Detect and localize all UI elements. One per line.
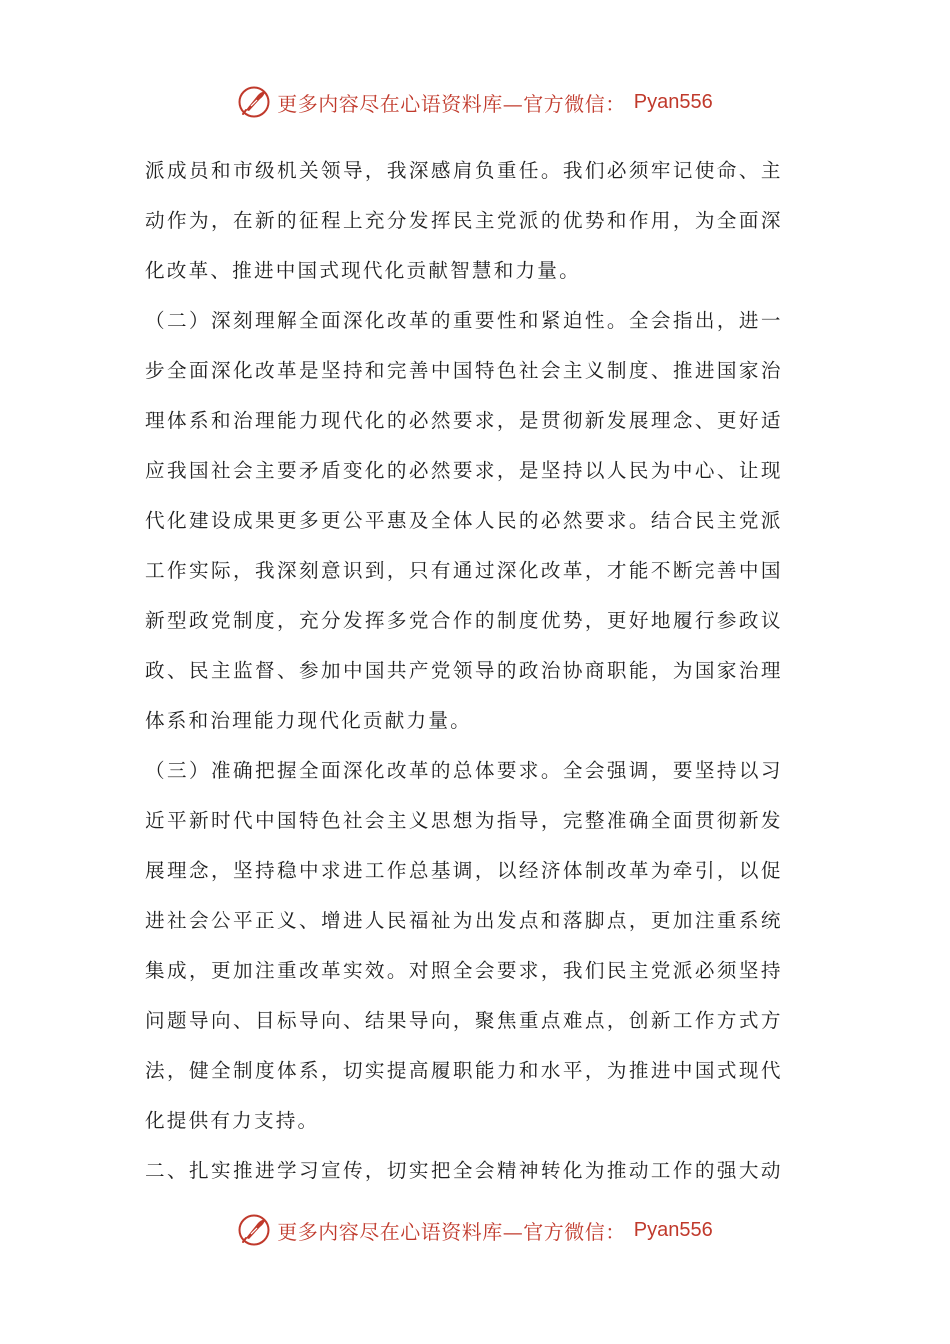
text-line: 动作为，在新的征程上充分发挥民主党派的优势和作用，为全面深 — [145, 209, 783, 232]
document-body — [145, 146, 805, 1196]
text-line: 体系和治理能力现代化贡献力量。 — [145, 709, 472, 732]
text-line: 集成，更加注重改革实效。对照全会要求，我们民主党派必须坚持 — [145, 959, 783, 982]
text-line: 新型政党制度，充分发挥多党合作的制度优势，更好地履行参政议 — [145, 609, 783, 632]
footer-banner — [0, 1208, 950, 1252]
text-line: 派成员和市级机关领导，我深感肩负重任。我们必须牢记使命、主 — [145, 159, 783, 182]
header-banner — [0, 80, 950, 124]
text-line: 展理念，坚持稳中求进工作总基调，以经济体制改革为牵引，以促 — [145, 859, 783, 882]
text-line: 二、扎实推进学习宣传，切实把全会精神转化为推动工作的强大动 — [145, 1159, 783, 1182]
text-line: 近平新时代中国特色社会主义思想为指导，完整准确全面贯彻新发 — [145, 809, 783, 832]
text-line: 政、民主监督、参加中国共产党领导的政治协商职能，为国家治理 — [145, 659, 783, 682]
text-line: （三）准确把握全面深化改革的总体要求。全会强调，要坚持以习 — [145, 759, 783, 782]
text-line: 问题导向、目标导向、结果导向，聚焦重点难点，创新工作方式方 — [145, 1009, 783, 1032]
text-line: 步全面深化改革是坚持和完善中国特色社会主义制度、推进国家治 — [145, 359, 783, 382]
text-line: 化改革、推进中国式现代化贡献智慧和力量。 — [145, 259, 581, 282]
text-line: 化提供有力支持。 — [145, 1109, 320, 1132]
footer-banner-wechat-id: Pyan556 — [633, 1218, 713, 1241]
text-line: 应我国社会主要矛盾变化的必然要求，是坚持以人民为中心、让现 — [145, 459, 783, 482]
header-banner-wechat-id: Pyan556 — [633, 90, 713, 113]
footer-banner-inner — [237, 1213, 712, 1247]
header-banner-text: 更多内容尽在心语资料库—官方微信： — [277, 91, 626, 116]
footer-banner-text: 更多内容尽在心语资料库—官方微信： — [277, 1219, 626, 1244]
text-line: 法，健全制度体系，切实提高履职能力和水平，为推进中国式现代 — [145, 1059, 783, 1082]
quill-pen-logo-icon — [237, 85, 271, 119]
header-banner-inner — [237, 85, 712, 119]
quill-pen-logo-icon — [237, 1213, 271, 1247]
text-line: 工作实际，我深刻意识到，只有通过深化改革，才能不断完善中国 — [145, 559, 783, 582]
text-line: 代化建设成果更多更公平惠及全体人民的必然要求。结合民主党派 — [145, 509, 783, 532]
text-line: 理体系和治理能力现代化的必然要求，是贯彻新发展理念、更好适 — [145, 409, 783, 432]
text-line: （二）深刻理解全面深化改革的重要性和紧迫性。全会指出，进一 — [145, 309, 783, 332]
text-line: 进社会公平正义、增进人民福祉为出发点和落脚点，更加注重系统 — [145, 909, 783, 932]
